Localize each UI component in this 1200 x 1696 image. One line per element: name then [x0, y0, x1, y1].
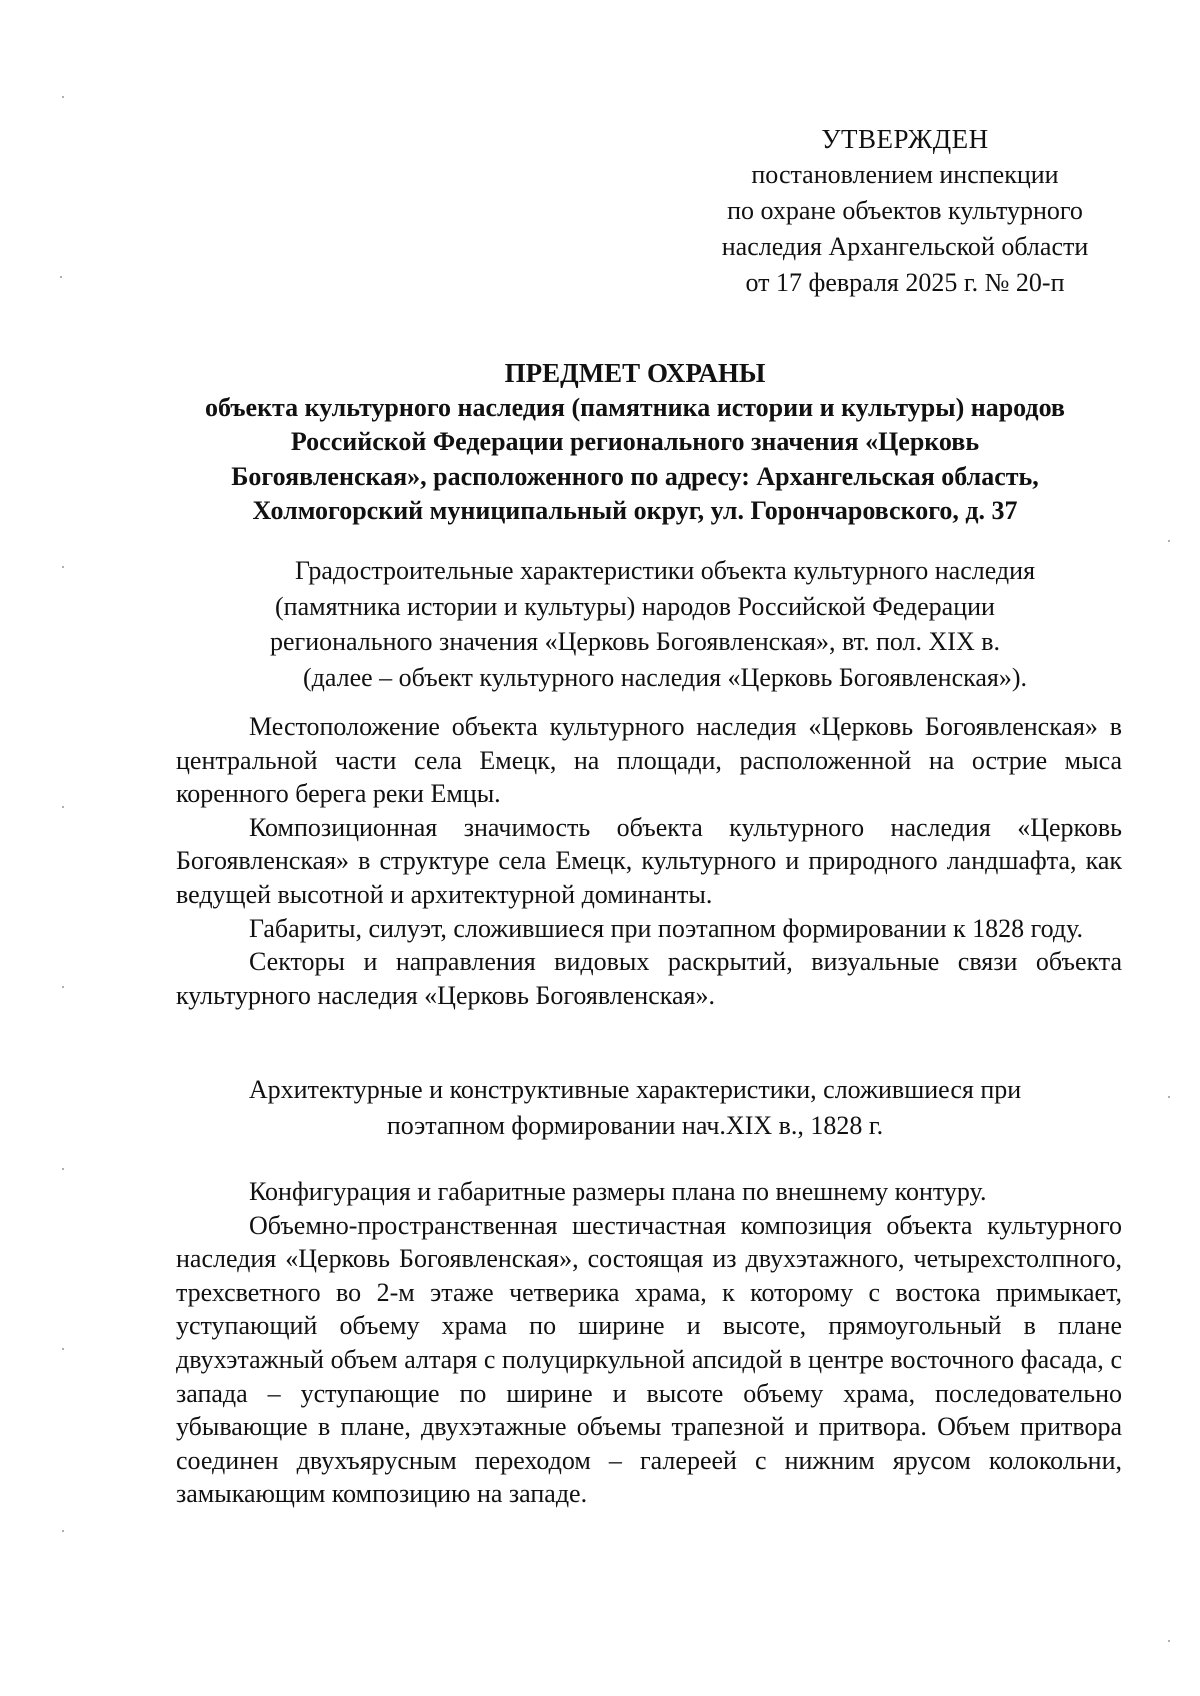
scan-speck: [1168, 1096, 1170, 1098]
section-heading-line: поэтапном формировании нач.XIX в., 1828 г.: [386, 1110, 884, 1140]
paragraph: Габариты, силуэт, сложившиеся при поэтапном формировании к 1828 году.: [249, 913, 1084, 943]
approval-heading: УТВЕРЖДЕН: [821, 124, 989, 154]
scan-speck: [1168, 1640, 1170, 1642]
paragraph: Местоположение объекта культурного наследия «Церковь Богоявленская» в центральной части села Емецк, на площади, расположенной на острие мыса коренного берега реки Емцы.: [176, 712, 1122, 809]
approval-line: наследия Архангельской области: [721, 232, 1089, 261]
section-body-urban: [176, 710, 1122, 1012]
title-line: Богоявленская», расположенного по адресу: Архангельская область,: [231, 461, 1039, 491]
title-line: Холмогорский муниципальный округ, ул. Горончаровского, д. 37: [252, 496, 1018, 525]
section-heading-line: (памятника истории и культуры) народов Российской Федерации: [275, 591, 995, 621]
section-heading-architecture: [170, 1072, 1100, 1143]
scan-speck: [62, 1530, 64, 1532]
approval-line: от 17 февраля 2025 г. № 20-п: [745, 268, 1065, 297]
title-main: ПРЕДМЕТ ОХРАНЫ: [504, 358, 766, 388]
scan-speck: [62, 806, 64, 808]
section-heading-line: (далее – объект культурного наследия «Церковь Богоявленская»).: [302, 662, 1028, 692]
approval-line: постановлением инспекции: [751, 160, 1059, 189]
title-line: Российской Федерации регионального значения «Церковь: [290, 427, 980, 456]
scan-speck: [62, 1168, 64, 1170]
document-title: [170, 356, 1100, 529]
section-heading-line: регионального значения «Церковь Богоявленская», вт. пол. XIX в.: [269, 627, 1001, 656]
scan-speck: [62, 986, 64, 988]
approval-line: по охране объектов культурного: [727, 196, 1083, 225]
paragraph: Секторы и направления видовых раскрытий, визуальные связи объекта культурного наследия «Церковь Богоявленская».: [176, 947, 1122, 1010]
paragraph: Объемно-пространственная шестичастная композиция объекта культурного наследия «Церковь Богоявленская», состоящая из двухэтажного, четырехстолпного, трехсветного во 2-м этаже четверика храма, к которому с востока примыкает, уступающий объему храма по ширине и высоте, прямоугольный в плане двухэтажный объем алтаря с полуциркульной апсидой в центре восточного фасада, с запада – уступающие по ширине и высоте объему храма, последовательно убывающие в плане, двухэтажные объемы трапезной и притвора. Объем притвора соединен двухъярусным переходом – галереей с нижним ярусом колокольни, замыкающим композицию на западе.: [176, 1210, 1122, 1509]
approval-block: [690, 121, 1120, 301]
section-heading-line: Архитектурные и конструктивные характеристики, сложившиеся при: [248, 1075, 1022, 1104]
paragraph: Конфигурация и габаритные размеры плана по внешнему контуру.: [249, 1177, 987, 1206]
section-heading-urban: [170, 553, 1100, 695]
scan-speck: [60, 276, 62, 278]
scan-speck: [62, 566, 64, 568]
section-heading-line: Градостроительные характеристики объекта культурного наследия: [294, 556, 1036, 585]
title-line: объекта культурного наследия (памятника истории и культуры) народов: [205, 392, 1065, 422]
section-body-architecture: [176, 1175, 1122, 1511]
paragraph: Композиционная значимость объекта культурного наследия «Церковь Богоявленская» в структуре села Емецк, культурного и природного ландшафта, как ведущей высотной и архитектурной доминанты.: [176, 812, 1122, 909]
scan-speck: [1168, 540, 1170, 542]
scan-speck: [62, 1348, 64, 1350]
scan-speck: [62, 96, 64, 98]
